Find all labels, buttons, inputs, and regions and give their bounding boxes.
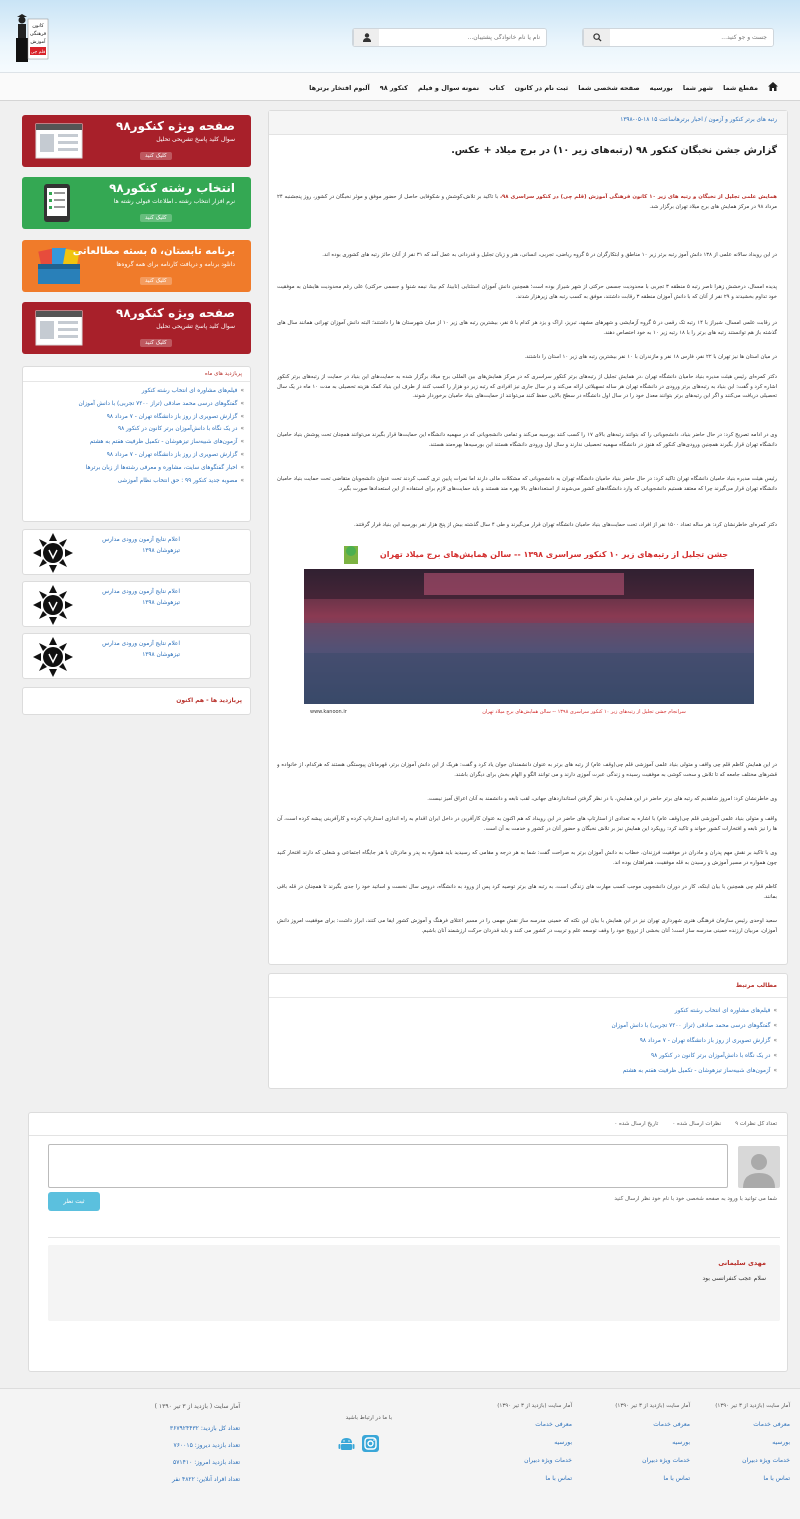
list-item[interactable]: » فیلم‌های مشاوره ای انتخاب رشته کنکور (29, 385, 244, 398)
popular-month-panel (22, 366, 251, 522)
user-silhouette-icon (738, 1146, 780, 1188)
site-stats (155, 1403, 240, 1488)
logo-line-3: آموزش (30, 39, 46, 45)
divider (29, 1135, 787, 1136)
list-item[interactable]: » مصوبه جدید کنکور ۹۹ : حق انتخاب نظام آموزشی (29, 475, 244, 488)
kanoon-logo[interactable] (13, 14, 49, 66)
article-paragraph: رئیس هیئت مدیره بنیاد حامیان دانشگاه تهران تاکید کرد: در حال حاضر بنیاد حامیان دانشگاه تهران به دانشجویانی که مشکلات مالی دارند اما نمرات پایین تری کسب کردند تحت عنوان دانشجویان متقاضی تحت حمایت بنیاد حامیان دانشگاه تهران قرار می‌گیرند چرا که معتقد هستیم دانشجویانی که وارد دانشگاه‌های کشور می‌شوند از استعدادهای بالا بهره مند هستند و باید حمایت‌های لازم برای استفاده از این استعدادها صورت بگیرد. (277, 476, 777, 492)
footer-link-services[interactable]: معرفی خدمات (653, 1421, 690, 1428)
stat-today-visits: تعداد بازدید امروز: ۵۷۱۴۱۰ (172, 1459, 240, 1466)
lead-highlight: همایش علمی تجلیل از نخبگان و رتبه های زیر ۱۰ کانون فرهنگی آموزش (قلم چی) در کنکور سراسری ۹۸، (500, 194, 777, 200)
panel-title: پربازدید ها - هم اکنون (176, 697, 242, 704)
comments-section (28, 1112, 788, 1372)
nav-item-grade[interactable]: مقطع شما (723, 83, 758, 92)
search-box (582, 28, 774, 47)
stat-online-users: تعداد افراد آنلاین: ۴۸۲۲ نفر (172, 1476, 240, 1483)
news-card-text: اعلام نتایج آزمون ورودی مدارس تیزهوشان ۱۳۹۸ (102, 537, 180, 554)
nav-item-book[interactable]: کتاب (489, 83, 505, 92)
sent-comments-count: نظرات ارسال شده ۰ (672, 1121, 722, 1127)
article-paragraph: کاظم قلم چی همچنین با بیان اینکه، کار در دوران دانشجویی موجب کسب مهارت های زندگی است، به رتبه های برتر توصیه کرد پس از ورود به دانشگاه، دروس سال نخست و اساتید خود را جدی بگیرند تا همچنان در قله باقی بمانند. (277, 884, 777, 900)
avatar (738, 1146, 780, 1188)
comment-date-count: تاریخ ارسال شده ۰ (614, 1121, 659, 1127)
news-card-text: اعلام نتایج آزمون ورودی مدارس تیزهوشان ۱۳۹۸ (102, 641, 180, 658)
nav-item-personal-page[interactable]: صفحه شخصی شما (578, 83, 640, 92)
logo-line-2: فرهنگی (29, 31, 47, 37)
search-button[interactable] (583, 29, 610, 46)
article-paragraph: پدیده امسال، درخشش زهرا ناصر رتبه ۵ منطقه ۳ تجربی با محدودیت جسمی حرکتی از شهر شیراز بوده است؛ همچنین دانش آموزان استثنایی (نابینا، کم بینا، نیمه شنوا و جسمی حرکتی) علی رغم محدودیت هایشان به موفقیت خود تداوم بخشیدند و ۲۹ نفر از آنان که با دانش آموزان منطقه ۳ رقابت داشتند، موفق به کسب رتبه های زیرهزار شدند. (277, 284, 777, 300)
footer-link-scholarship[interactable]: بورسیه (772, 1439, 790, 1446)
article-lead (277, 193, 777, 215)
total-comments-count: تعداد کل نظرات ۹ (735, 1121, 777, 1127)
comment-item (48, 1245, 780, 1321)
footer-column-heading: آمار سایت (بازدید از ۳ تیر ۱۳۹۰) (615, 1403, 690, 1409)
nav-item-honor-album[interactable]: آلبوم افتخار برترها (309, 83, 370, 92)
footer-link-scholarship[interactable]: بورسیه (672, 1439, 690, 1446)
home-icon[interactable] (768, 82, 778, 94)
nav-item-konkur98[interactable]: کنکور ۹۸ (379, 83, 408, 92)
user-button[interactable] (353, 29, 379, 46)
banner-title: انتخاب رشته کنکور۹۸ (109, 181, 235, 195)
divider (48, 1237, 780, 1238)
comment-hint: شما می توانید با ورود به صفحه شخصی خود با نام خود نظر ارسال کنید (614, 1196, 777, 1202)
photo-caption-bottom: سرانجام جشن تجلیل از رتبه‌های زیر ۱۰ کنکور سراسری ۱۳۹۸ -- سالن همایش‌های برج میلاد تهران (482, 709, 686, 715)
footer-column-heading: آمار سایت (بازدید از ۳ تیر ۱۳۹۰) (497, 1403, 572, 1409)
emblem-icon (33, 585, 73, 625)
banner-title: صفحه ویژه کنکور۹۸ (116, 306, 235, 320)
logo-line-4: قلم چی (30, 50, 46, 55)
stats-title: آمار سایت ( بازدید از ۳ تیر ۱۳۹۰ ) (154, 1403, 240, 1410)
footer-column (715, 1403, 790, 1488)
news-card-text: اعلام نتایج آزمون ورودی مدارس تیزهوشان ۱۳۹۸ (102, 589, 180, 606)
nav-item-city[interactable]: شهر شما (682, 83, 714, 92)
article-paragraph: وی در ادامه تصریح کرد: در حال حاضر بنیاد، دانشجویانی را که بتوانند رتبه‌های بالای ۱۷ را کسب کنند بورسیه می‌کند و تمامی دانشجویانی که در سهمیه دانشگاه این حمایت‌ها قرار بگیرند می‌توانند همچنان تحت پوشش بنیاد حامیان دانشگاه تهران قرار بگیرند همچنین ورودی‌های کنکور که هنوز در دانشگاه سهمیه تحصیلی ندارند و سال اول ورودی دانشگاه هستند این بورسیه‌ها بهره‌مند هستند. (277, 432, 777, 448)
article-paragraph: دکتر کمره‌ای خاطرنشان کرد: هر ساله تعداد ۱۵۰۰ نفر از افراد، تحت حمایت‌های بنیاد حامیان دانشگاه تهران قرار می‌گیرند و طی ۴ سال گذشته بیش از پنج هزار نفر بورسیه این بنیاد قرار گرفتند. (353, 522, 777, 528)
popular-now-panel (22, 687, 251, 715)
banner-title: صفحه ویژه کنکور۹۸ (116, 119, 235, 133)
comment-input[interactable] (48, 1144, 728, 1188)
search-input[interactable] (610, 29, 773, 46)
footer-column (497, 1403, 572, 1488)
advisor-name-input[interactable] (379, 29, 546, 46)
search-icon (593, 33, 602, 42)
photo-site-url: www.kanoon.ir (310, 709, 347, 715)
banner-subtitle: نرم افزار انتخاب رشته ـ اطلاعات قبولی رشته ها (113, 198, 235, 205)
banner-subtitle: دانلود برنامه و دریافت کارنامه برای همه گروه‌ها (116, 261, 235, 268)
news-card[interactable] (22, 633, 251, 679)
banner-konkur98[interactable] (22, 115, 251, 167)
article-paragraph: وی با تاکید بر نقش مهم پدران و مادران در موفقیت فرزندان، خطاب به دانش آموزان برتر به صراحت گفت: شما به هر درجه و مقامی که رسیدید باید همواره به پدر و مادرتان با هر جایگاه اجتماعی و شغلی که دارند افتخار کنید چون همواره در مسیر آموزش و رسیدن به قله موفقیت، همراهتان بوده اند. (277, 850, 777, 866)
comment-author: مهدی سلیمانی (718, 1259, 766, 1267)
footer-link-teacher-services[interactable]: خدمات ویژه دبیران (524, 1457, 572, 1464)
article-paragraph: در میان استان ها نیز تهران با ۲۲ نفر، فارس ۱۸ نفر و مازندران با ۱۰ نفر بیشترین رتبه های زیر ۱۰ استان را داشتند. (524, 354, 777, 360)
footer-link-teacher-services[interactable]: خدمات ویژه دبیران (642, 1457, 690, 1464)
article-paragraph: دکتر کمره‌ای رئیس هیئت مدیره بنیاد حامیان دانشگاه تهران ،در همایش تجلیل از رتبه‌های برتر کنکور سراسری که در مرکز همایش‌های بین المللی برج میلاد برگزار شده به حمایت‌های این بنیاد در حمایت از رتبه‌های برتر کنکور اشاره کرد و گفت: این بنیاد به رتبه‌های برتر ورودی در دانشگاه تهران هر ساله تسهیلاتی ارائه می‌کند و در سال جاری نیز افرادی که رتبه زیر دو هزار را کسب کنند از طرف این بنیاد کمک هزینه تحصیلی به مدت ۱۰ ماه در یک سال تحصیلی دریافت می‌کنند و اگر این رتبه‌های برتر بتوانند معدل خود را در سال اول دانشگاه در سطح بالایی حفظ کنند می‌توانند از حمایت‌های بنیاد حامیان برخوردار شوند. (277, 374, 777, 399)
photo-caption-top: جشن تجلیل از رتبه‌های زیر ۱۰ کنکور سراسری ۱۳۹۸ -- سالن همایش‌های برج میلاد تهران (379, 550, 729, 559)
footer-link-contact[interactable]: تماس با ما (763, 1475, 790, 1482)
tablet-checklist-icon (34, 183, 84, 223)
instagram-icon[interactable] (362, 1435, 379, 1452)
banner-konkur98-2[interactable] (22, 302, 251, 354)
article-panel (268, 110, 788, 965)
header (0, 0, 800, 72)
footer-link-scholarship[interactable]: بورسیه (554, 1439, 572, 1446)
panel-title: مطالب مرتبط (269, 974, 787, 998)
footer-contact (346, 1415, 392, 1428)
article-paragraph: واقف و متولی بنیاد علمی آموزشی قلم چی(وقف عام) با اشاره به تعدادی از استارتاپ های حاضر در این رویداد که هم اکنون به عنوان کارآفرین در داخل ایران اقدام به راه اندازی استارتاپ کرده و کارآفرینی پیشه کرده است، آن ها را نیز نابغه و افتخارات کشور خواند و تاکید کرد: رویکرد این همایش نیز بر تلاش نخبگان و حضور آنان در کشور و خدمت به آن است. (277, 816, 777, 832)
list-item[interactable]: » آزمون‌های شبیه‌ساز تیزهوشان - تکمیل ظرفیت هفتم به هشتم (279, 1064, 777, 1079)
article-paragraph: در این همایش کاظم قلم چی واقف و متولی بنیاد علمی آموزشی قلم چی(وقف عام) از رتبه های برتر به عنوان دانشمندان جوان یاد کرد و گفت: هریک از این دانش آموزان برتر، قهرمانان پیوستگی هستند که هرکدام، از خانواده و قشرهای مختلف جامعه که تا تلاش و سخت کوشی به موفقیت رسیده و زندگی عبرت آموزی دارند و می توانند الگو و الهام بخش برای دیگران باشند. (277, 762, 777, 778)
list-item[interactable]: » در یک نگاه با دانش‌آموزان برتر کانون در کنکور ۹۸ (29, 423, 244, 436)
breadcrumb[interactable]: رتبه های برتر کنکور و آزمون / اخبار برترهاساعت ۱۵ ۱۸-۰۵-۱۳۹۸ (269, 111, 787, 135)
browser-window-icon (34, 308, 84, 348)
news-card[interactable] (22, 581, 251, 627)
list-item[interactable]: » در یک نگاه با دانش‌آموزان برتر کانون در کنکور ۹۸ (279, 1049, 777, 1064)
nav-item-scholarship[interactable]: بورسیه (649, 83, 673, 92)
contact-title: با ما در ارتباط باشید (345, 1415, 392, 1421)
stat-yesterday-visits: تعداد بازدید دیروز: ۷۶۰۰۱۵ (173, 1442, 240, 1449)
news-card[interactable] (22, 529, 251, 575)
footer-column-heading: آمار سایت (بازدید از ۳ تیر ۱۳۹۰) (715, 1403, 790, 1409)
footer (0, 1388, 800, 1519)
stat-total-visits: تعداد کل بازدید: ۳۶۷۹۲۴۴۳۲ (169, 1425, 240, 1432)
banner-click-button[interactable]: کلیک کنید (140, 277, 172, 285)
list-item[interactable]: » فیلم‌های مشاوره ای انتخاب رشته کنکور (279, 1004, 777, 1019)
submit-comment-button[interactable]: ثبت نظر (48, 1192, 100, 1211)
footer-link-services[interactable]: معرفی خدمات (535, 1421, 572, 1428)
list-item[interactable]: » گفتگوهای درسی محمد صادقی (تراز ۷۲۰۰ تجربی) با دانش آموزان (29, 398, 244, 411)
list-item[interactable]: » آزمون‌های شبیه‌ساز تیزهوشان - تکمیل ظرفیت هفتم به هشتم (29, 436, 244, 449)
list-item[interactable]: » گزارش تصویری از روز باز دانشگاه تهران - ۷ مرداد ۹۸ (29, 411, 244, 424)
related-posts-panel (268, 973, 788, 1089)
banner-click-button[interactable]: کلیک کنید (140, 152, 172, 160)
emblem-icon (33, 533, 73, 573)
related-list (269, 998, 787, 1085)
article-paragraph: سعید اوحدی رئیس سازمان فرهنگی هنری شهرداری تهران نیز در این همایش با بیان این نکته که خمینی مدرسه ساز نقش مهمی را در مسیر اعتلای فرهنگ و آموزش کشور ایفا می کنند، ابراز داشت: برای موفقیت امروز دانش آموزان، مربیان ارزنده خمینی مدرسه ساز است؛ آنان بخشی از ترویج خود را وقف توسعه علم و تربیت در کشور می کنند و باید قدردان حرکت ارزشمند آنان باشیم. (277, 918, 777, 934)
footer-link-services[interactable]: معرفی خدمات (753, 1421, 790, 1428)
lead-rest: با تاکید بر تلاش،کوشش و شکوفایی حاصل از حضور موفق و موثر نخبگان در کشور، روز پنجشنبه ۲۴ مرداد ۹۸ در مرکز همایش های برج میلاد تهران برگزار شد. (277, 194, 777, 210)
logo-line-1: کانون (32, 23, 44, 29)
footer-link-contact[interactable]: تماس با ما (545, 1475, 572, 1482)
list-item[interactable]: » گفتگوهای درسی محمد صادقی (تراز ۷۲۰۰ تجربی) با دانش آموزان (279, 1019, 777, 1034)
banner-field-selection[interactable] (22, 177, 251, 229)
comment-stats (600, 1121, 777, 1127)
footer-column (615, 1403, 690, 1488)
banner-click-button[interactable]: کلیک کنید (140, 214, 172, 222)
banner-subtitle: سوال کلید پاسخ تشریحی تحلیل (156, 323, 235, 330)
banner-subtitle: سوال کلید پاسخ تشریحی تحلیل (156, 136, 235, 143)
browser-window-icon (34, 121, 84, 161)
emblem-icon (33, 637, 73, 677)
banner-click-button[interactable]: کلیک کنید (140, 339, 172, 347)
comment-text: سلام عجب کنفرانسی بود (702, 1275, 766, 1282)
article-paragraph: در این رویداد سالانه علمی از ۱۳۸ دانش آموز رتبه برتر زیر ۱۰ مناطق و ابتکارگران در ۵ گروه ریاضی، تجربی، انسانی، هنر و زبان تجلیل و قدردانی به عمل آمد که ۳۱ نفر از آنان حائز رتبه های کشوری بوده اند. (322, 252, 777, 258)
article-paragraph: در رقابت علمی امسال، شیراز با ۱۴ رتبه تک رقمی در ۵ گروه آزمایشی و شهرهای مشهد، تبریز، اراک و یزد هر کدام با ۵ نفر، بیشترین رتبه های زیر ۱۰ از میان شهرستان ها را داشتند؛ البته دانش آموزان تهرانی همانند سال های گذشته باز هم توانستند رتبه های برتر را با ۱۸ رتبه زیر ۱۰ به خود اختصاص دهند. (277, 320, 777, 336)
nav-item-register[interactable]: ثبت نام در کانون (514, 83, 569, 92)
android-icon[interactable] (338, 1435, 355, 1452)
advisor-search-box (352, 28, 547, 47)
main-nav (0, 72, 800, 101)
panel-title: پربازدید های ماه (23, 367, 250, 382)
list-item[interactable]: » گزارش تصویری از روز باز دانشگاه تهران - ۷ مرداد ۹۸ (29, 449, 244, 462)
ceremony-photo[interactable] (304, 543, 754, 717)
article-paragraph: وی خاطرنشان کرد: امروز شاهدیم که رتبه های برتر حاضر در این همایش، با در نظر گرفتن استانداردهای جهانی، لقب نابغه و دانشمند به آنان اعراق آمیز نیست. (427, 796, 777, 802)
nav-item-sample-questions[interactable]: نمونه سوال و فیلم (417, 83, 480, 92)
footer-link-contact[interactable]: تماس با ما (663, 1475, 690, 1482)
popular-month-list (23, 382, 250, 490)
banner-summer-plan[interactable] (22, 240, 251, 292)
list-item[interactable]: » گزارش تصویری از روز باز دانشگاه تهران - ۷ مرداد ۹۸ (279, 1034, 777, 1049)
article-title: گزارش جشن نخبگان کنکور ۹۸ (رتبه‌های زیر ۱۰) در برج میلاد + عکس. (451, 145, 777, 156)
list-item[interactable]: » اخبار گفتگوهای سایت، مشاوره و معرفی رشته‌ها از زبان برترها (29, 462, 244, 475)
banner-title: برنامه تابستان، ۵ بسته مطالعاتی (72, 246, 235, 257)
footer-link-teacher-services[interactable]: خدمات ویژه دبیران (742, 1457, 790, 1464)
user-icon (363, 33, 371, 42)
